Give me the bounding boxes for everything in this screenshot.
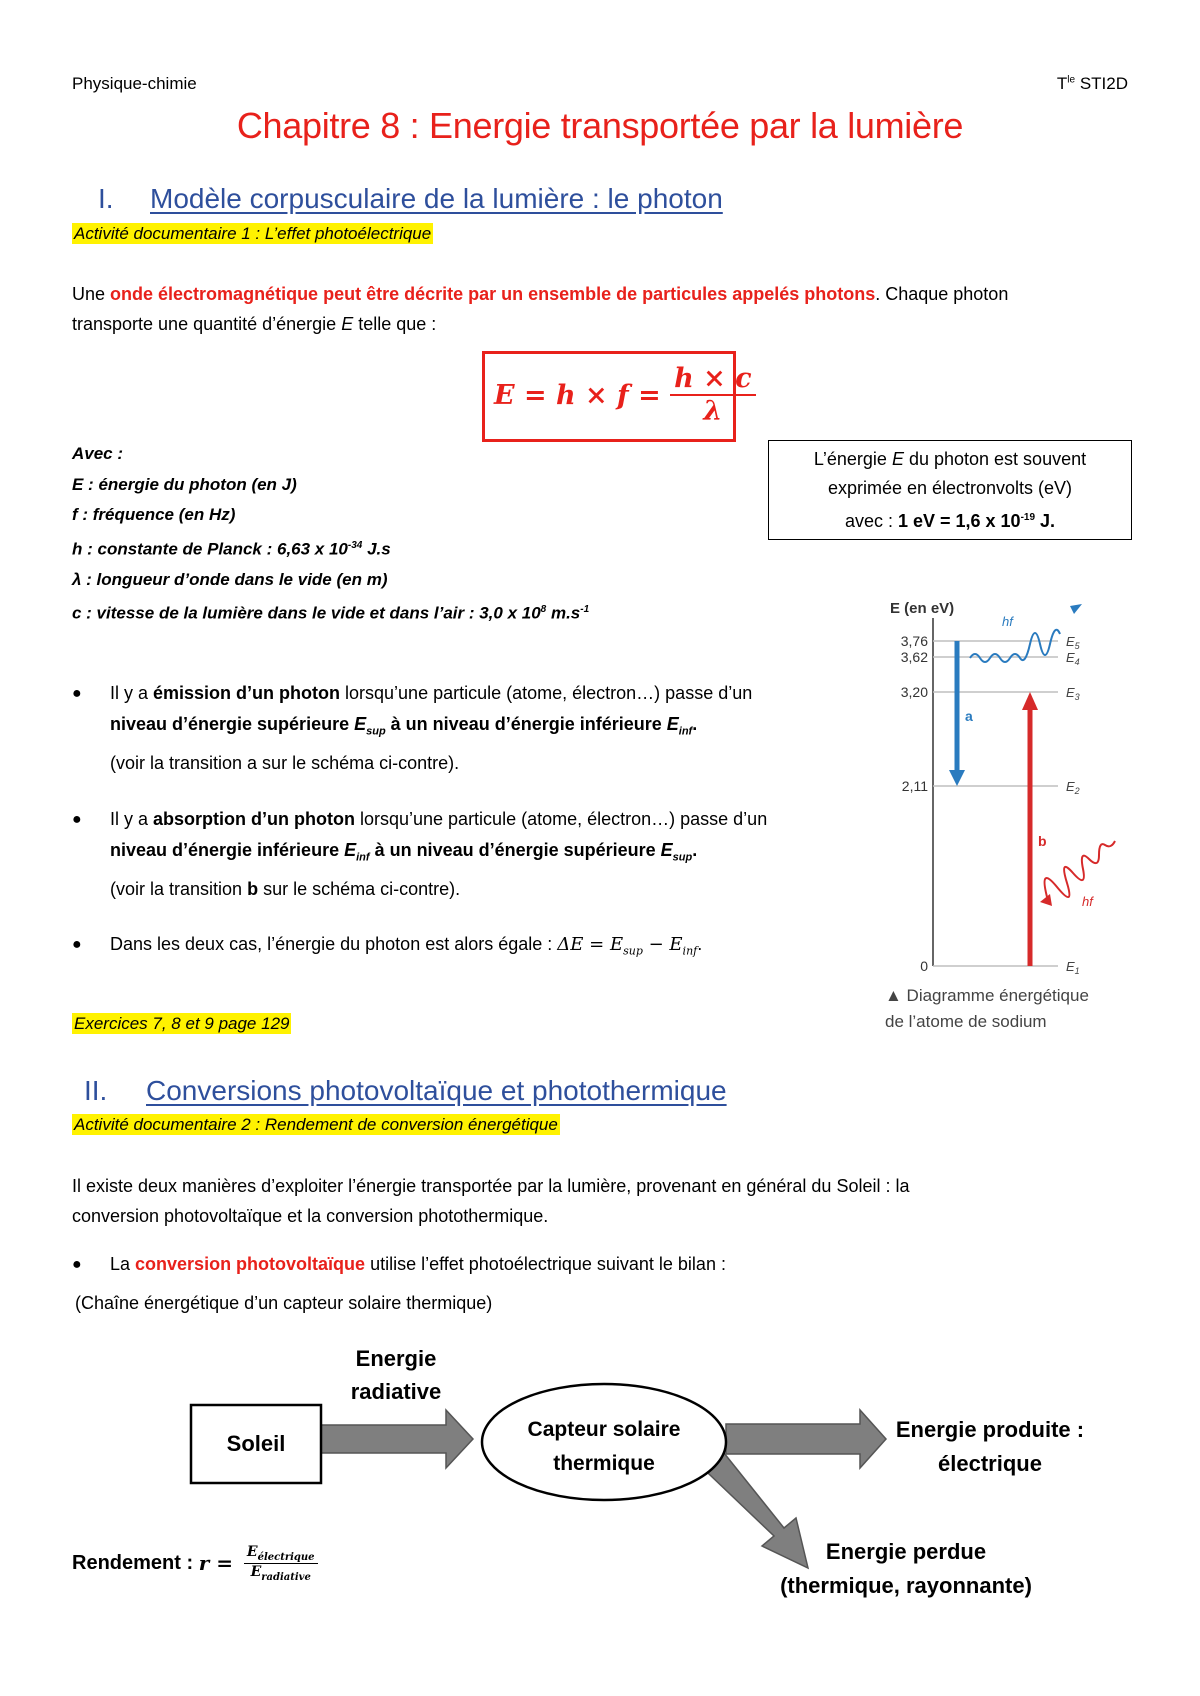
def-light-speed: c : vitesse de la lumière dans le vide et dans l’air : 3,0 x $10^8$ $m.s^{-1}$	[72, 603, 590, 623]
conversion-intro: Il existe deux manières d’exploiter l’énergie transportée par la lumière, provenant en général du Soleil : la conversion photovoltaïque et la conversion photothermique.	[72, 1176, 910, 1226]
section-1-heading: I. Modèle corpusculaire de la lumière : le photon	[98, 183, 723, 214]
activity-2-label: Activité documentaire 2 : Rendement de conversion énergétique	[74, 1115, 558, 1134]
bullet-absorption: ● Il y a absorption d’un photon lorsqu’une particule (atome, électron…) passe d’un niveau d’énergie inférieure $E_{inf}$ à un niveau d’énergie supérieure $E_{sup}$. (voir la transition b sur le schéma ci-contre).	[72, 809, 768, 899]
energy-chain-diagram	[0, 1330, 1200, 1630]
level-value-e5: 3,76	[900, 633, 928, 649]
input-energy-label-1: Energie	[355, 1346, 437, 1371]
level-name-e1: $E_1$	[1066, 959, 1080, 976]
energy-level-diagram	[870, 596, 1140, 1036]
bullet-photon-energy: ● Dans les deux cas, l’énergie du photon est alors égale : $\Delta E = E_{sup} - E_{inf}$.	[72, 934, 703, 958]
chapter-title: Chapitre 8 : Energie transportée par la lumière	[236, 105, 964, 146]
level-value-e4: 3,62	[900, 649, 928, 665]
diagram-axis-label: E (en eV)	[890, 600, 955, 617]
photon-intro: Une onde électromagnétique peut être décrite par un ensemble de particules appelés photons. Chaque photon transporte une quantité d’énergie E telle que :	[72, 284, 1009, 334]
level-value-e1: 0	[920, 958, 928, 974]
activity-1-label: Activité documentaire 1 : L’effet photoélectrique	[74, 224, 432, 243]
source-label: Soleil	[226, 1431, 286, 1456]
bullet-emission: ● Il y a émission d’un photon lorsqu’une particule (atome, électron…) passe d’un niveau d’énergie supérieure $E_{sup}$ à un niveau d’énergie inférieure $E_{inf}$. (voir la transition a sur le schéma ci-contre).	[72, 683, 753, 773]
level-value-e3: 3,20	[900, 684, 928, 700]
output-energy-label-2: électrique	[938, 1451, 1042, 1476]
class-header: $T^{le}$ STI2D	[1056, 74, 1128, 93]
subject-header: Physique-chimie	[72, 74, 197, 93]
transition-b-label: b	[1038, 833, 1047, 849]
def-frequency: f : fréquence (en Hz)	[72, 505, 236, 524]
electronvolt-info-box: L’énergie E du photon est souvent exprimée en électronvolts (eV) avec : 1 eV = 1,6 x $10^{-19}$ J.	[768, 440, 1132, 540]
avec-label: Avec :	[72, 444, 124, 463]
level-value-e2: 2,11	[901, 778, 928, 794]
bullet-photovoltaic: ● La conversion photovoltaïque utilise l’effet photoélectrique suivant le bilan :	[72, 1254, 726, 1274]
output-energy-arrow	[726, 1410, 886, 1468]
output-energy-label-1: Energie produite :	[895, 1417, 1085, 1442]
def-planck: h : constante de Planck : 6,63 x $10^{-34}$ J.s	[72, 539, 391, 559]
absorbed-photon-wave	[1045, 841, 1115, 897]
loss-energy-label-2: (thermique, rayonnante)	[780, 1573, 1032, 1598]
exercises-label: Exercices 7, 8 et 9 page 129	[74, 1014, 290, 1033]
chain-caption: (Chaîne énergétique d’un capteur solaire thermique)	[75, 1293, 493, 1313]
input-energy-label-2: radiative	[350, 1379, 442, 1404]
transition-b-arrowhead	[1022, 692, 1038, 710]
definitions-list	[72, 439, 589, 629]
emitted-photon-arrowhead	[1070, 604, 1082, 614]
diagram-caption-2: de l’atome de sodium	[885, 1012, 1047, 1031]
loss-energy-label-1: Energie perdue	[825, 1539, 987, 1564]
efficiency-formula: Rendement : r = $E_{électrique}$ $E_{radiative}$	[72, 1544, 318, 1583]
absorbed-photon-label: hf	[1082, 894, 1093, 909]
def-energy: E : énergie du photon (en J)	[72, 474, 297, 494]
emitted-photon-label: hf	[1002, 614, 1013, 629]
level-name-e2: $E_2$	[1066, 779, 1080, 796]
photon-energy-formula: E = h × f = $\frac{h \times c}{\lambda}$	[494, 355, 756, 435]
transition-a-arrowhead	[949, 770, 965, 786]
level-name-e3: $E_3$	[1066, 685, 1080, 702]
def-wavelength: λ : longueur d’onde dans le vide (en m)	[72, 569, 388, 589]
diagram-caption-1: ▲ Diagramme énergétique	[885, 986, 1089, 1005]
input-energy-arrow	[321, 1410, 473, 1468]
level-name-e4: $E_4$	[1066, 650, 1080, 667]
level-name-e5: $E_5$	[1066, 634, 1080, 651]
transition-a-label: a	[965, 708, 973, 724]
converter-ellipse	[482, 1384, 726, 1500]
section-2-heading: II. Conversions photovoltaïque et photothermique	[84, 1075, 727, 1106]
converter-label-1: Capteur solaire	[527, 1418, 681, 1441]
converter-label-2: thermique	[553, 1452, 655, 1475]
